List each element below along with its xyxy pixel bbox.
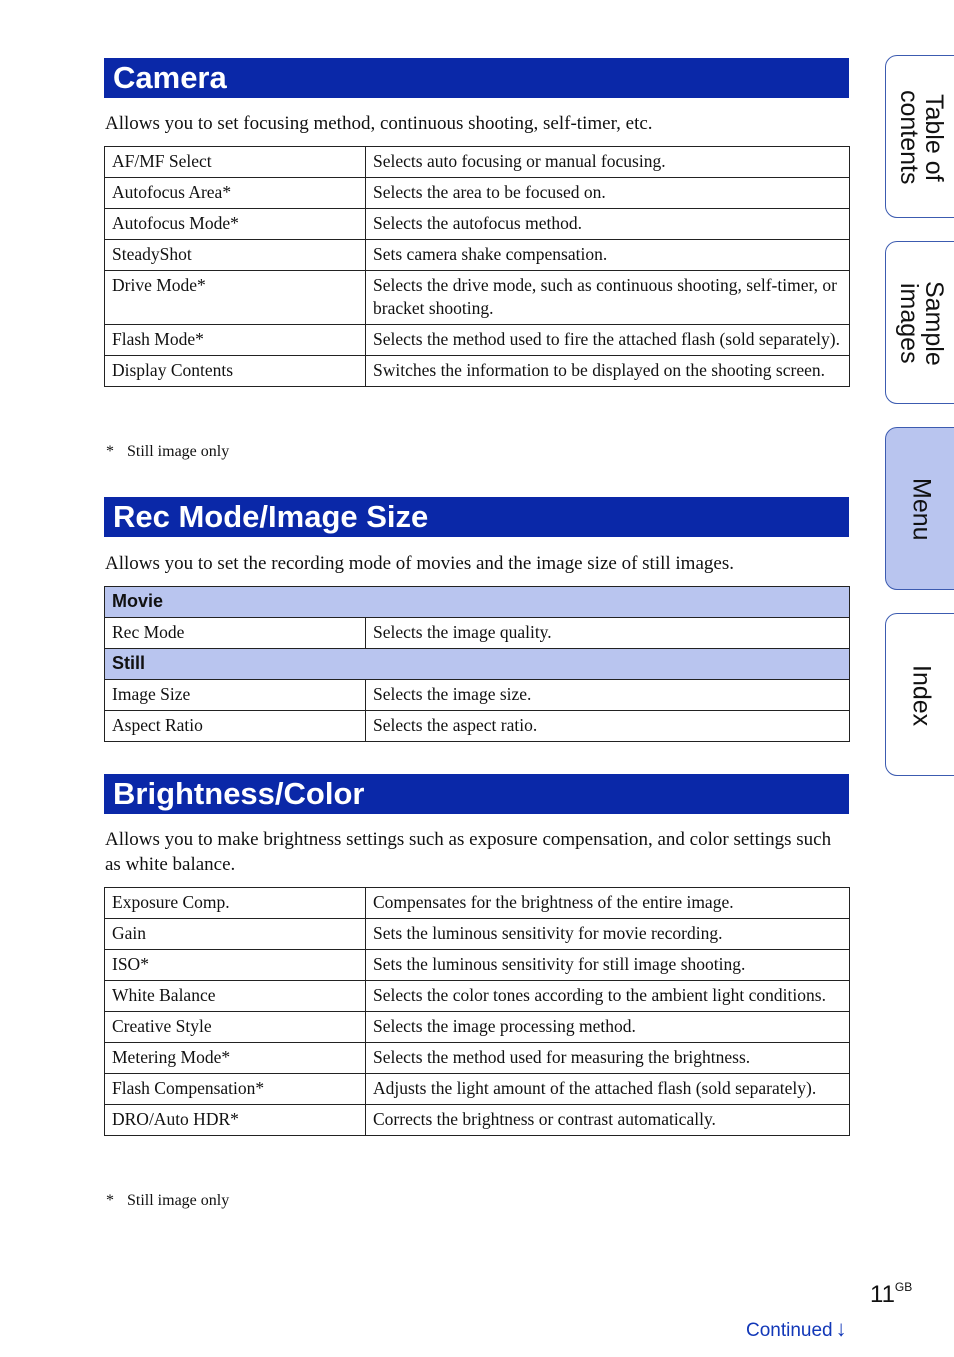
table-row <box>105 618 850 649</box>
page-number <box>870 1280 912 1309</box>
table-row <box>105 147 850 178</box>
setting-name: Flash Mode* <box>105 325 366 356</box>
rec-table <box>104 586 850 742</box>
table-row <box>105 1043 850 1074</box>
table-row <box>105 271 850 325</box>
tab-table-of-contents-label: Table of contents <box>895 90 948 185</box>
table-row <box>105 209 850 240</box>
camera-intro: Allows you to set focusing method, continuous shooting, self-timer, etc. <box>105 113 653 134</box>
rec-section-title: Rec Mode/Image Size <box>104 497 849 537</box>
brightness-footnote <box>106 1191 229 1211</box>
setting-name: Rec Mode <box>105 618 366 649</box>
table-row <box>105 981 850 1012</box>
setting-description: Sets the luminous sensitivity for movie recording. <box>366 919 850 950</box>
setting-name: Aspect Ratio <box>105 711 366 742</box>
table-row <box>105 680 850 711</box>
setting-name: Image Size <box>105 680 366 711</box>
table-row <box>105 178 850 209</box>
setting-name: Flash Compensation* <box>105 1074 366 1105</box>
tab-sample-images[interactable] <box>885 241 954 404</box>
camera-table <box>104 146 850 387</box>
movie-group-header: Movie <box>105 587 850 618</box>
setting-name: Autofocus Mode* <box>105 209 366 240</box>
brightness-intro: Allows you to make brightness settings such as exposure compensation, and color settings such as white balance. <box>105 829 832 875</box>
setting-description: Selects the image processing method. <box>366 1012 850 1043</box>
setting-name: Autofocus Area* <box>105 178 366 209</box>
table-group-row <box>105 587 850 618</box>
rec-intro: Allows you to set the recording mode of movies and the image size of still images. <box>105 553 734 574</box>
still-group-header: Still <box>105 649 850 680</box>
setting-description: Compensates for the brightness of the entire image. <box>366 888 850 919</box>
setting-name: Gain <box>105 919 366 950</box>
footnote-mark: * <box>106 1192 114 1209</box>
table-row <box>105 1012 850 1043</box>
setting-name: DRO/Auto HDR* <box>105 1105 366 1136</box>
setting-name: AF/MF Select <box>105 147 366 178</box>
table-row <box>105 240 850 271</box>
setting-description: Selects the drive mode, such as continuous shooting, self-timer, or bracket shooting. <box>366 271 850 325</box>
setting-name: Creative Style <box>105 1012 366 1043</box>
table-row <box>105 325 850 356</box>
setting-name: Metering Mode* <box>105 1043 366 1074</box>
setting-description: Selects the aspect ratio. <box>366 711 850 742</box>
tab-menu[interactable] <box>885 427 954 590</box>
tab-index[interactable] <box>885 613 954 776</box>
table-row <box>105 356 850 387</box>
setting-description: Selects the image quality. <box>366 618 850 649</box>
footnote-text: Still image only <box>127 443 230 460</box>
camera-footnote <box>106 442 229 462</box>
table-row <box>105 919 850 950</box>
brightness-section-title: Brightness/Color <box>104 774 849 814</box>
setting-description: Adjusts the light amount of the attached flash (sold separately). <box>366 1074 850 1105</box>
arrow-down-icon: ↓ <box>835 1316 847 1341</box>
setting-description: Selects the autofocus method. <box>366 209 850 240</box>
setting-name: ISO* <box>105 950 366 981</box>
brightness-table <box>104 887 850 1136</box>
page-number-suffix: GB <box>894 1280 913 1294</box>
setting-name: Drive Mode* <box>105 271 366 325</box>
camera-section-title: Camera <box>104 58 849 98</box>
setting-description: Selects the color tones according to the ambient light conditions. <box>366 981 850 1012</box>
setting-description: Switches the information to be displayed on the shooting screen. <box>366 356 850 387</box>
tab-index-label: Index <box>907 664 936 727</box>
setting-description: Selects the method used for measuring the brightness. <box>366 1043 850 1074</box>
setting-name: Display Contents <box>105 356 366 387</box>
continued-link[interactable] <box>746 1316 847 1342</box>
setting-name: SteadyShot <box>105 240 366 271</box>
footnote-text: Still image only <box>127 1192 230 1209</box>
setting-description: Selects the image size. <box>366 680 850 711</box>
table-row <box>105 888 850 919</box>
tab-sample-images-label: Sample images <box>895 281 948 366</box>
page-number-value: 11 <box>870 1281 895 1308</box>
setting-description: Sets camera shake compensation. <box>366 240 850 271</box>
tab-menu-label: Menu <box>907 478 936 541</box>
table-row <box>105 1074 850 1105</box>
continued-label: Continued <box>746 1320 833 1341</box>
table-row <box>105 1105 850 1136</box>
setting-description: Corrects the brightness or contrast automatically. <box>366 1105 850 1136</box>
setting-name: Exposure Comp. <box>105 888 366 919</box>
setting-description: Selects auto focusing or manual focusing. <box>366 147 850 178</box>
table-group-row <box>105 649 850 680</box>
setting-description: Sets the luminous sensitivity for still image shooting. <box>366 950 850 981</box>
table-row <box>105 711 850 742</box>
setting-name: White Balance <box>105 981 366 1012</box>
footnote-mark: * <box>106 443 114 460</box>
setting-description: Selects the method used to fire the attached flash (sold separately). <box>366 325 850 356</box>
setting-description: Selects the area to be focused on. <box>366 178 850 209</box>
tab-table-of-contents[interactable] <box>885 55 954 218</box>
table-row <box>105 950 850 981</box>
